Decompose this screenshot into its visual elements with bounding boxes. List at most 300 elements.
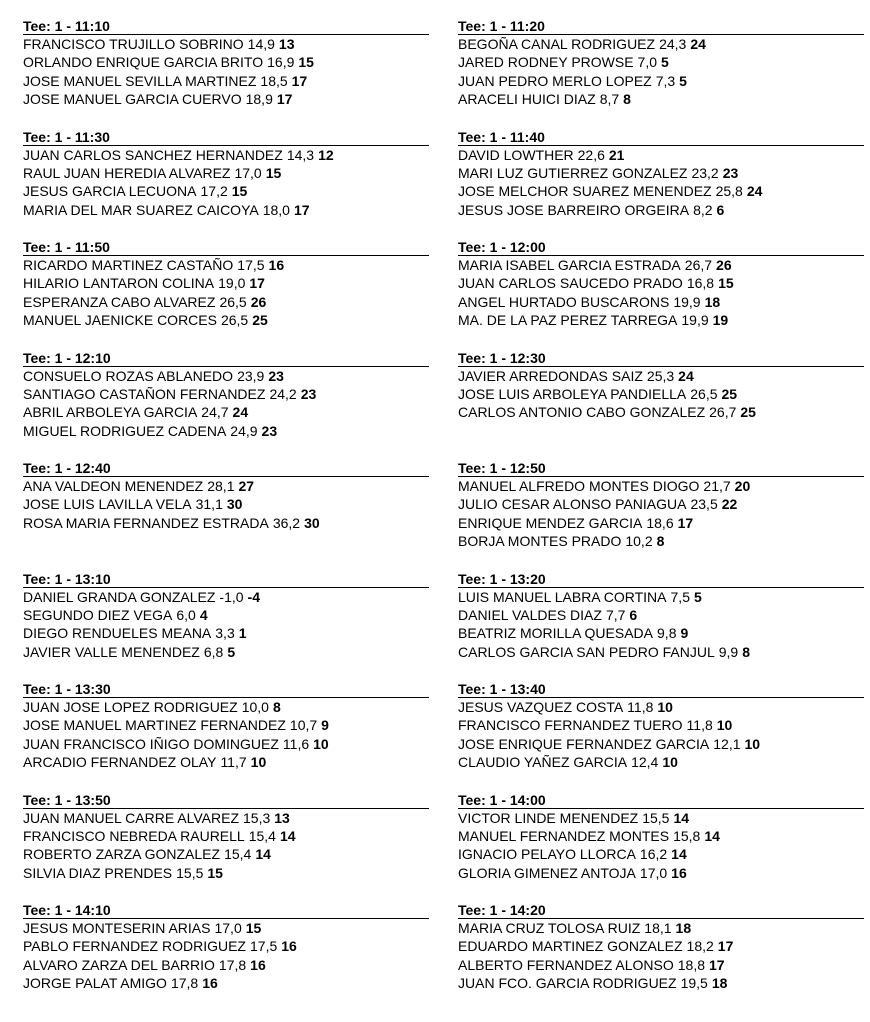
player-name: JUAN FCO. GARCIA RODRIGUEZ	[458, 975, 677, 992]
playing-handicap: 20	[734, 478, 751, 494]
player-name: ROSA MARIA FERNANDEZ ESTRADA	[23, 514, 269, 531]
playing-handicap: 17	[677, 514, 694, 531]
player-row	[458, 809, 864, 827]
tee-group	[23, 903, 429, 1014]
player-row	[458, 293, 864, 311]
player-row	[458, 827, 864, 845]
player-row	[23, 864, 429, 882]
player-name: SEGUNDO DIEZ VEGA	[23, 606, 173, 623]
playing-handicap: 15	[207, 864, 223, 881]
player-name: JESUS MONTESERIN ARIAS	[23, 920, 211, 936]
player-handicap: 28,1	[207, 478, 235, 494]
playing-handicap: 26	[250, 293, 267, 310]
playing-handicap: 21	[608, 146, 625, 163]
player-handicap: 18,9	[245, 91, 273, 108]
player-handicap: 15,5	[176, 864, 204, 881]
tee-time-header: Tee: 1 - 13:30	[23, 682, 429, 698]
player-row	[458, 385, 864, 403]
playing-handicap: 16	[250, 956, 266, 973]
playing-handicap: 15	[231, 183, 248, 200]
player-name: JARED RODNEY PROWSE	[458, 54, 634, 71]
tee-time-header: Tee: 1 - 12:10	[23, 351, 429, 367]
player-handicap: 10,7	[289, 717, 318, 734]
player-row	[23, 164, 429, 182]
playing-handicap: 23	[268, 367, 284, 384]
player-row	[458, 974, 864, 992]
player-handicap: 24,7	[201, 404, 229, 421]
tee-group	[23, 130, 429, 241]
tee-time-header: Tee: 1 - 11:10	[23, 19, 429, 35]
playing-handicap: 30	[226, 496, 243, 513]
player-row	[23, 422, 429, 440]
player-name: ENRIQUE MENDEZ GARCIA	[458, 514, 643, 531]
playing-handicap: 16	[281, 938, 297, 955]
tee-group	[23, 351, 429, 462]
playing-handicap: 5	[227, 643, 236, 660]
player-handicap: 6,8	[203, 643, 224, 660]
tee-time-header: Tee: 1 - 14:10	[23, 903, 429, 919]
player-row	[458, 35, 864, 53]
player-name: FRANCISCO NEBREDA RAURELL	[23, 827, 245, 844]
playing-handicap: 24	[232, 404, 249, 421]
playing-handicap: 15	[298, 54, 314, 71]
playing-handicap: 13	[278, 36, 295, 52]
tee-time-header: Tee: 1 - 13:50	[23, 793, 429, 809]
player-name: MIGUEL RODRIGUEZ CADENA	[23, 422, 227, 439]
player-name: CARLOS ANTONIO CABO GONZALEZ	[458, 404, 706, 421]
player-handicap: 14,3	[286, 146, 315, 163]
player-row	[458, 532, 864, 550]
tee-time-header: Tee: 1 - 12:00	[458, 240, 864, 256]
tee-group	[458, 793, 864, 904]
player-name: BEGOÑA CANAL RODRIGUEZ	[458, 36, 656, 52]
playing-handicap: 17	[717, 938, 734, 955]
player-row	[458, 588, 864, 606]
tee-group	[458, 572, 864, 683]
playing-handicap: 8	[742, 643, 750, 660]
player-name: ALVARO ZARZA DEL BARRIO	[23, 956, 215, 973]
player-handicap: 7,5	[670, 588, 690, 605]
tee-group	[458, 351, 864, 462]
player-handicap: 11,6	[282, 735, 310, 752]
tee-group	[23, 572, 429, 683]
player-row	[458, 256, 864, 274]
playing-handicap: 14	[673, 809, 690, 826]
player-row	[23, 735, 429, 753]
player-handicap: 18,0	[262, 201, 290, 218]
player-row	[23, 385, 429, 403]
player-handicap: 7,0	[637, 54, 658, 71]
player-handicap: 18,8	[677, 956, 706, 973]
player-name: JOSE ENRIQUE FERNANDEZ GARCIA	[458, 735, 710, 752]
player-handicap: 21,7	[703, 478, 731, 494]
player-handicap: 8,2	[693, 201, 713, 218]
player-handicap: 18,1	[644, 920, 672, 936]
tee-time-header: Tee: 1 - 12:40	[23, 461, 429, 477]
player-handicap: 24,9	[230, 422, 258, 439]
player-handicap: 17,8	[170, 975, 199, 992]
player-row	[23, 201, 429, 219]
player-name: VICTOR LINDE MENENDEZ	[458, 809, 639, 826]
playing-handicap: 5	[679, 72, 687, 89]
player-name: ABRIL ARBOLEYA GARCIA	[23, 404, 198, 421]
player-name: JOSE MANUEL GARCIA CUERVO	[23, 91, 242, 108]
player-handicap: 7,7	[605, 606, 626, 623]
player-handicap: 14,9	[247, 36, 275, 52]
player-handicap: 26,5	[219, 293, 247, 310]
player-row	[458, 753, 864, 771]
player-name: SANTIAGO CASTAÑON FERNANDEZ	[23, 385, 266, 402]
playing-handicap: 16	[671, 864, 687, 881]
player-handicap: 16,8	[686, 275, 715, 292]
tee-group	[458, 19, 864, 130]
tee-column-left	[23, 19, 429, 1014]
player-name: CONSUELO ROZAS ABLANEDO	[23, 367, 234, 384]
player-handicap: 18,2	[686, 938, 714, 955]
player-handicap: 26,7	[684, 257, 713, 273]
playing-handicap: 14	[279, 827, 296, 844]
tee-time-header: Tee: 1 - 13:20	[458, 572, 864, 588]
player-row	[458, 606, 864, 624]
playing-handicap: 6	[629, 606, 638, 623]
player-name: JESUS GARCIA LECUONA	[23, 183, 197, 200]
player-handicap: 15,5	[642, 809, 670, 826]
player-name: JOSE LUIS LAVILLA VELA	[23, 496, 192, 513]
player-name: JOSE MELCHOR SUAREZ MENENDEZ	[458, 183, 712, 200]
player-row	[458, 495, 864, 513]
playing-handicap: 9	[680, 625, 689, 642]
player-row	[23, 403, 429, 421]
player-name: EDUARDO MARTINEZ GONZALEZ	[458, 938, 683, 955]
playing-handicap: 5	[661, 54, 669, 71]
player-row	[458, 403, 864, 421]
playing-handicap: 25	[721, 385, 738, 402]
player-row	[23, 35, 429, 53]
player-name: JOSE LUIS ARBOLEYA PANDIELLA	[458, 385, 687, 402]
tee-group	[23, 19, 429, 130]
tee-group	[23, 682, 429, 793]
player-name: SILVIA DIAZ PRENDES	[23, 864, 173, 881]
tee-group	[458, 461, 864, 572]
playing-handicap: 8	[623, 91, 631, 108]
player-name: ARCADIO FERNANDEZ OLAY	[23, 754, 217, 771]
player-name: MANUEL ALFREDO MONTES DIOGO	[458, 478, 700, 494]
player-name: JESUS VAZQUEZ COSTA	[458, 699, 624, 715]
player-name: LUIS MANUEL LABRA CORTINA	[458, 588, 667, 605]
player-name: JUAN FRANCISCO IÑIGO DOMINGUEZ	[23, 735, 279, 752]
player-handicap: 17,0	[234, 164, 262, 181]
playing-handicap: 25	[740, 404, 756, 421]
playing-handicap: 17	[293, 201, 310, 218]
playing-handicap: 23	[300, 385, 317, 402]
player-name: JESUS JOSE BARREIRO ORGEIRA	[458, 201, 690, 218]
playing-handicap: 10	[662, 754, 678, 771]
player-name: RAUL JUAN HEREDIA ALVAREZ	[23, 164, 231, 181]
player-handicap: 25,3	[646, 367, 675, 384]
player-row	[23, 845, 429, 863]
player-row	[458, 146, 864, 164]
tee-time-header: Tee: 1 - 12:50	[458, 461, 864, 477]
player-row	[458, 311, 864, 329]
playing-handicap: 14	[704, 827, 720, 844]
playing-handicap: 24	[746, 183, 763, 200]
player-name: JORGE PALAT AMIGO	[23, 975, 167, 992]
player-handicap: 24,2	[269, 385, 297, 402]
playing-handicap: 17	[276, 91, 293, 108]
player-name: CLAUDIO YAÑEZ GARCIA	[458, 754, 628, 771]
player-row	[23, 827, 429, 845]
player-handicap: 19,9	[673, 293, 701, 310]
player-row	[23, 146, 429, 164]
playing-handicap: 17	[709, 956, 725, 973]
tee-group	[458, 682, 864, 793]
tee-group	[458, 240, 864, 351]
player-name: ESPERANZA CABO ALVAREZ	[23, 293, 216, 310]
player-row	[23, 974, 429, 992]
player-name: IGNACIO PELAYO LLORCA	[458, 846, 636, 863]
player-name: ANA VALDEON MENENDEZ	[23, 478, 204, 494]
tee-column-right	[458, 19, 864, 1014]
player-handicap: 17,2	[200, 183, 228, 200]
player-row	[458, 698, 864, 716]
player-name: CARLOS GARCIA SAN PEDRO FANJUL	[458, 643, 715, 660]
player-row	[23, 937, 429, 955]
playing-handicap: 25	[252, 312, 268, 329]
tee-time-header: Tee: 1 - 14:00	[458, 793, 864, 809]
tee-time-header: Tee: 1 - 13:10	[23, 572, 429, 588]
player-handicap: 19,5	[680, 975, 708, 992]
player-row	[458, 937, 864, 955]
tee-time-header: Tee: 1 - 14:20	[458, 903, 864, 919]
player-row	[458, 624, 864, 642]
playing-handicap: 24	[678, 367, 694, 384]
player-handicap: 17,0	[639, 864, 668, 881]
player-row	[458, 716, 864, 734]
player-name: ARACELI HUICI DIAZ	[458, 91, 596, 108]
player-row	[458, 164, 864, 182]
playing-handicap: 26	[716, 257, 732, 273]
player-name: DANIEL VALDES DIAZ	[458, 606, 602, 623]
player-handicap: 7,3	[655, 72, 676, 89]
player-name: JULIO CESAR ALONSO PANIAGUA	[458, 496, 687, 513]
player-handicap: 9,9	[718, 643, 739, 660]
playing-handicap: 14	[255, 846, 271, 863]
player-handicap: 17,8	[218, 956, 247, 973]
playing-handicap: 14	[671, 846, 687, 863]
player-name: MA. DE LA PAZ PEREZ TARREGA	[458, 312, 678, 329]
tee-time-header: Tee: 1 - 11:20	[458, 19, 864, 35]
player-name: ROBERTO ZARZA GONZALEZ	[23, 846, 221, 863]
player-handicap: 25,8	[715, 183, 743, 200]
player-handicap: 10,0	[241, 699, 269, 715]
playing-handicap: 10	[744, 735, 761, 752]
player-row	[458, 643, 864, 661]
player-row	[23, 919, 429, 937]
tee-group	[458, 903, 864, 1014]
player-handicap: 17,5	[250, 938, 278, 955]
player-handicap: 26,5	[220, 312, 249, 329]
player-handicap: 36,2	[272, 514, 301, 531]
player-name: JUAN MANUEL CARRE ALVAREZ	[23, 809, 240, 826]
player-name: JOSE MANUEL SEVILLA MARTINEZ	[23, 72, 257, 89]
player-name: MARIA DEL MAR SUAREZ CAICOYA	[23, 201, 259, 218]
playing-handicap: 12	[318, 146, 334, 163]
player-name: JUAN PEDRO MERLO LOPEZ	[458, 72, 652, 89]
playing-handicap: -4	[247, 588, 260, 605]
player-row	[458, 956, 864, 974]
player-handicap: 15,4	[248, 827, 276, 844]
playing-handicap: 1	[238, 625, 247, 642]
player-row	[23, 477, 429, 495]
player-name: GLORIA GIMENEZ ANTOJA	[458, 864, 636, 881]
player-handicap: 15,8	[673, 827, 701, 844]
playing-handicap: 17	[291, 72, 308, 89]
player-handicap: 17,0	[214, 920, 242, 936]
player-name: MANUEL JAENICKE CORCES	[23, 312, 217, 329]
player-row	[23, 274, 429, 292]
playing-handicap: 10	[716, 717, 733, 734]
playing-handicap: 16	[202, 975, 218, 992]
player-row	[23, 716, 429, 734]
player-handicap: 26,5	[690, 385, 718, 402]
player-row	[23, 588, 429, 606]
player-handicap: 15,3	[243, 809, 271, 826]
player-handicap: 23,5	[690, 496, 718, 513]
playing-handicap: 15	[718, 275, 734, 292]
playing-handicap: 10	[250, 754, 267, 771]
player-handicap: 6,0	[176, 606, 196, 623]
player-row	[23, 956, 429, 974]
player-handicap: 16,9	[267, 54, 295, 71]
player-handicap: 12,4	[631, 754, 659, 771]
player-name: JAVIER VALLE MENENDEZ	[23, 643, 200, 660]
playing-handicap: 4	[199, 606, 208, 623]
player-handicap: 10,2	[625, 533, 653, 550]
player-row	[23, 182, 429, 200]
playing-handicap: 19	[712, 312, 729, 329]
player-row	[23, 293, 429, 311]
player-handicap: 16,2	[639, 846, 668, 863]
player-name: MARIA ISABEL GARCIA ESTRADA	[458, 257, 681, 273]
player-name: PABLO FERNANDEZ RODRIGUEZ	[23, 938, 246, 955]
playing-handicap: 23	[261, 422, 278, 439]
player-row	[458, 735, 864, 753]
playing-handicap: 27	[238, 478, 255, 494]
player-handicap: 8,7	[599, 91, 620, 108]
playing-handicap: 18	[675, 920, 692, 936]
player-handicap: 17,5	[237, 257, 265, 273]
player-name: RICARDO MARTINEZ CASTAÑO	[23, 257, 234, 273]
player-row	[458, 864, 864, 882]
player-row	[23, 624, 429, 642]
player-name: MANUEL FERNANDEZ MONTES	[458, 827, 670, 844]
playing-handicap: 13	[274, 809, 290, 826]
player-handicap: 19,9	[681, 312, 709, 329]
player-handicap: 15,4	[224, 846, 252, 863]
playing-handicap: 24	[690, 36, 706, 52]
player-handicap: 24,3	[659, 36, 687, 52]
playing-handicap: 10	[657, 699, 673, 715]
playing-handicap: 30	[304, 514, 320, 531]
player-name: JAVIER ARREDONDAS SAIZ	[458, 367, 643, 384]
playing-handicap: 18	[711, 975, 728, 992]
player-handicap: 3,3	[215, 625, 235, 642]
player-row	[458, 845, 864, 863]
player-row	[458, 514, 864, 532]
player-name: ALBERTO FERNANDEZ ALONSO	[458, 956, 674, 973]
player-handicap: 11,7	[220, 754, 247, 771]
player-row	[23, 514, 429, 532]
player-name: ANGEL HURTADO BUSCARONS	[458, 293, 670, 310]
playing-handicap: 15	[265, 164, 282, 181]
tee-group	[23, 240, 429, 351]
tee-time-header: Tee: 1 - 13:40	[458, 682, 864, 698]
playing-handicap: 15	[245, 920, 262, 936]
player-handicap: 18,5	[260, 72, 288, 89]
player-name: DANIEL GRANDA GONZALEZ	[23, 588, 216, 605]
player-row	[458, 53, 864, 71]
player-name: FRANCISCO TRUJILLO SOBRINO	[23, 36, 244, 52]
player-row	[23, 606, 429, 624]
player-row	[458, 477, 864, 495]
player-row	[23, 495, 429, 513]
player-name: BORJA MONTES PRADO	[458, 533, 622, 550]
player-handicap: 23,9	[237, 367, 265, 384]
tee-group	[23, 793, 429, 904]
player-row	[458, 919, 864, 937]
player-row	[23, 643, 429, 661]
tee-time-header: Tee: 1 - 12:30	[458, 351, 864, 367]
player-handicap: 9,8	[657, 625, 677, 642]
playing-handicap: 18	[704, 293, 721, 310]
player-name: FRANCISCO FERNANDEZ TUERO	[458, 717, 683, 734]
tee-group	[23, 461, 429, 572]
player-row	[23, 256, 429, 274]
player-name: MARIA CRUZ TOLOSA RUIZ	[458, 920, 641, 936]
player-handicap: 11,8	[627, 699, 654, 715]
playing-handicap: 10	[313, 735, 329, 752]
playing-handicap: 5	[693, 588, 702, 605]
player-row	[23, 311, 429, 329]
player-name: JUAN CARLOS SAUCEDO PRADO	[458, 275, 683, 292]
player-handicap: 23,2	[691, 164, 719, 181]
playing-handicap: 16	[268, 257, 285, 273]
player-name: DIEGO RENDUELES MEANA	[23, 625, 212, 642]
player-name: ORLANDO ENRIQUE GARCIA BRITO	[23, 54, 264, 71]
player-handicap: -1,0	[219, 588, 244, 605]
player-name: JUAN CARLOS SANCHEZ HERNANDEZ	[23, 146, 283, 163]
player-name: DAVID LOWTHER	[458, 146, 574, 163]
player-name: JOSE MANUEL MARTINEZ FERNANDEZ	[23, 717, 286, 734]
playing-handicap: 6	[716, 201, 725, 218]
player-handicap: 26,7	[709, 404, 737, 421]
player-row	[23, 698, 429, 716]
player-row	[458, 367, 864, 385]
player-handicap: 11,8	[686, 717, 713, 734]
player-row	[458, 90, 864, 108]
player-handicap: 31,1	[195, 496, 223, 513]
player-row	[23, 753, 429, 771]
player-row	[23, 809, 429, 827]
tee-time-header: Tee: 1 - 11:40	[458, 130, 864, 146]
tee-time-header: Tee: 1 - 11:30	[23, 130, 429, 146]
player-row	[23, 367, 429, 385]
player-name: MARI LUZ GUTIERREZ GONZALEZ	[458, 164, 688, 181]
playing-handicap: 22	[721, 496, 738, 513]
playing-handicap: 8	[272, 699, 281, 715]
playing-handicap: 23	[722, 164, 739, 181]
player-row	[458, 201, 864, 219]
